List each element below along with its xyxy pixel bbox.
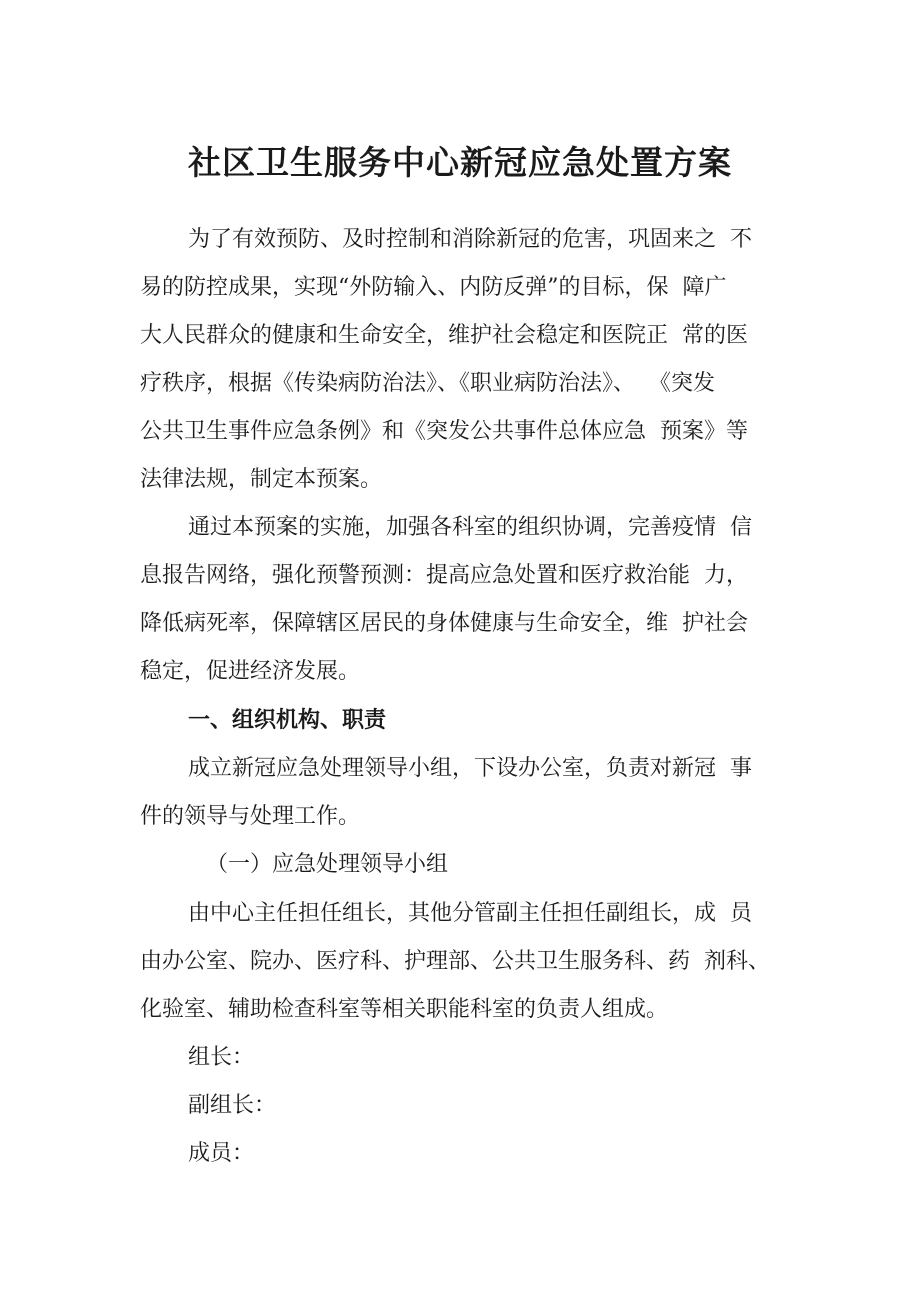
leader-label: 组长：	[188, 1045, 255, 1070]
members-label: 成员：	[188, 1141, 255, 1166]
paragraph-2-line-2: 息报告网络，强化预警预测：提高应急处置和医疗救治能 力，	[140, 563, 748, 588]
paragraph-1-line-2: 易的防控成果，实现“外防输入、内防反弹”的目标，保 障广	[140, 275, 727, 300]
section-heading: 一、组织机构、职责	[188, 708, 387, 733]
paragraph-3-line-2: 件的领导与处理工作。	[140, 804, 361, 829]
paragraph-1-line-4: 疗秩序，根据《传染病防治法》、《职业病防治法》、 《突发	[140, 371, 715, 396]
paragraph-1-line-1: 为了有效预防、及时控制和消除新冠的危害，巩固来之 不	[188, 227, 752, 252]
paragraph-4-line-2: 由办公室、院办、医疗科、护理部、公共卫生服务科、药 剂科、	[140, 949, 770, 974]
paragraph-1-line-5: 公共卫生事件应急条例》和《突发公共事件总体应急 预案》等	[140, 419, 748, 444]
deputy-leader-label: 副组长：	[188, 1093, 277, 1118]
paragraph-3-line-1: 成立新冠应急处理领导小组，下设办公室，负责对新冠 事	[188, 756, 752, 781]
paragraph-4-line-3: 化验室、辅助检查科室等相关职能科室的负责人组成。	[140, 997, 669, 1022]
subsection-heading: （一）应急处理领导小组	[206, 852, 449, 877]
paragraph-2-line-1: 通过本预案的实施，加强各科室的组织协调，完善疫情 信	[188, 515, 752, 540]
paragraph-2-line-4: 稳定，促进经济发展。	[140, 659, 361, 684]
paragraph-1-line-6: 法律法规，制定本预案。	[140, 467, 383, 492]
paragraph-1-line-3: 大人民群众的健康和生命安全，维护社会稳定和医院正 常的医	[140, 323, 748, 348]
paragraph-2-line-3: 降低病死率，保障辖区居民的身体健康与生命安全，维 护社会	[140, 611, 748, 636]
document-title: 社区卫生服务中心新冠应急处置方案	[188, 143, 732, 182]
paragraph-4-line-1: 由中心主任担任组长，其他分管副主任担任副组长，成 员	[188, 901, 752, 926]
